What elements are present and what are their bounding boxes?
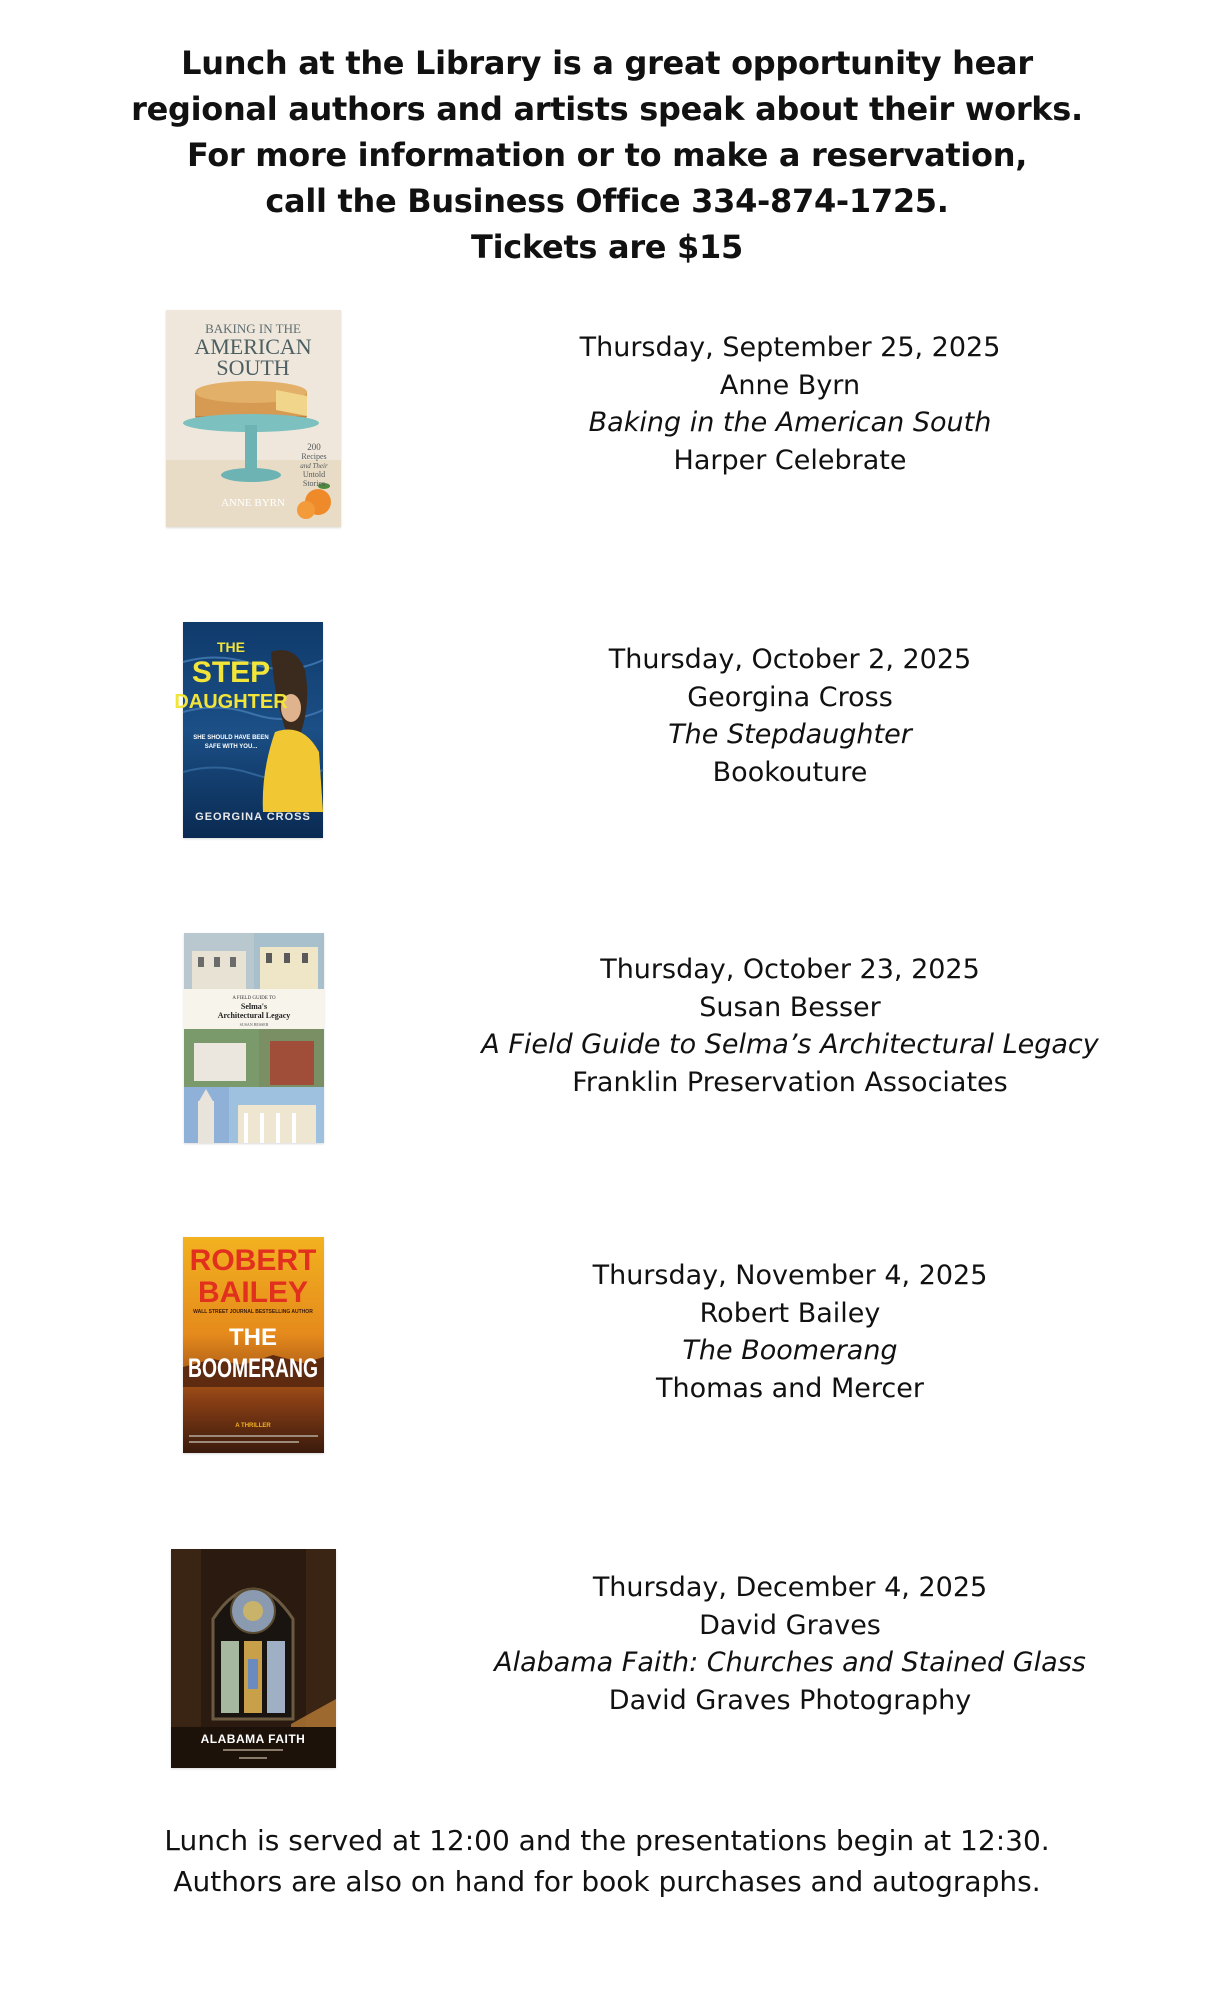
event-info (480, 951, 1100, 1101)
book-cover-the-stepdaughter (174, 622, 323, 838)
cover-author: GEORGINA CROSS (195, 811, 311, 823)
event-publisher: Bookouture (712, 756, 868, 788)
intro-phone-line: call the Business Office 334-874-1725. (265, 182, 949, 220)
book-cover-alabama-faith (171, 1549, 336, 1768)
footer-line: Authors are also on hand for book purchases and autographs. (173, 1865, 1041, 1898)
cover-text: A FIELD GUIDE TO (232, 996, 276, 1001)
cover-text: Recipes (301, 452, 327, 461)
cover-text: Stories (302, 479, 326, 488)
cover-text: BOOMERANG (188, 1353, 318, 1383)
book-cover-art (171, 1549, 336, 1768)
event-publisher: Franklin Preservation Associates (572, 1066, 1008, 1098)
book-cover-art (183, 1237, 324, 1453)
cover-text: THE (217, 639, 245, 655)
intro-text (0, 40, 1214, 270)
book-cover-art (174, 622, 323, 838)
cover-text: 200 (307, 442, 321, 452)
cover-text: ROBERT (189, 1244, 317, 1277)
cover-text: Untold (302, 470, 326, 479)
cover-text: Architectural Legacy (217, 1011, 291, 1020)
book-cover-art (166, 310, 341, 527)
event-author: Susan Besser (699, 991, 881, 1023)
footer-text (0, 1820, 1214, 1902)
event-info (480, 1257, 1100, 1407)
event-date: Thursday, November 4, 2025 (592, 1260, 988, 1291)
event-author: Anne Byrn (719, 369, 861, 401)
event-date: Thursday, October 2, 2025 (608, 644, 972, 675)
book-cover-baking-american-south (166, 310, 341, 527)
cover-text: A THRILLER (235, 1423, 271, 1429)
event-info (480, 641, 1100, 791)
intro-line: For more information or to make a reservation, (186, 136, 1028, 174)
event-publisher: Thomas and Mercer (656, 1372, 924, 1404)
cover-text: SOUTH (216, 355, 290, 380)
event-book-title: Baking in the American South (588, 407, 992, 438)
cover-title: ALABAMA FAITH (200, 1732, 306, 1746)
event-publisher: David Graves Photography (608, 1684, 972, 1716)
event-date: Thursday, December 4, 2025 (592, 1572, 988, 1603)
cover-text: WALL STREET JOURNAL BESTSELLING AUTHOR (193, 1309, 313, 1315)
cover-text: SHE SHOULD HAVE BEEN (193, 735, 269, 741)
event-info (480, 1569, 1100, 1719)
event-november-4 (0, 1237, 1214, 1467)
event-info (480, 329, 1100, 479)
event-december-4 (0, 1549, 1214, 1779)
cover-text: DAUGHTER (174, 691, 288, 713)
event-book-title: Alabama Faith: Churches and Stained Glass (494, 1647, 1086, 1678)
event-date: Thursday, October 23, 2025 (600, 954, 980, 985)
cover-text: Selma's (240, 1002, 268, 1011)
book-cover-art (184, 933, 324, 1143)
cover-text: THE (229, 1324, 277, 1351)
cover-text: SAFE WITH YOU... (204, 744, 258, 750)
intro-ticket-price: Tickets are $15 (471, 228, 743, 266)
event-book-title: A Field Guide to Selma’s Architectural Legacy (481, 1029, 1099, 1060)
event-september-25 (0, 310, 1214, 540)
cover-text: BAILEY (197, 1276, 309, 1309)
event-october-23 (0, 933, 1214, 1163)
event-book-title: The Stepdaughter (668, 719, 912, 750)
cover-text: SUSAN BESSER (239, 1022, 269, 1027)
cover-text: AMERICAN (194, 334, 312, 359)
event-author: Georgina Cross (687, 681, 893, 713)
cover-text: STEP (191, 656, 271, 689)
event-author: Robert Bailey (699, 1297, 881, 1329)
cover-author: ANNE BYRN (221, 497, 285, 509)
event-date: Thursday, September 25, 2025 (579, 332, 1001, 363)
footer-line: Lunch is served at 12:00 and the presentations begin at 12:30. (164, 1824, 1050, 1857)
intro-line: Lunch at the Library is a great opportunity hear (181, 44, 1033, 82)
intro-line: regional authors and artists speak about their works. (131, 90, 1083, 128)
event-author: David Graves (699, 1609, 881, 1641)
cover-text: and Their (300, 462, 328, 470)
event-october-2 (0, 622, 1214, 852)
event-publisher: Harper Celebrate (673, 444, 907, 476)
cover-text: BAKING IN THE (205, 321, 301, 336)
event-book-title: The Boomerang (682, 1335, 898, 1366)
book-cover-the-boomerang (183, 1237, 324, 1453)
book-cover-field-guide-selma (184, 933, 324, 1143)
